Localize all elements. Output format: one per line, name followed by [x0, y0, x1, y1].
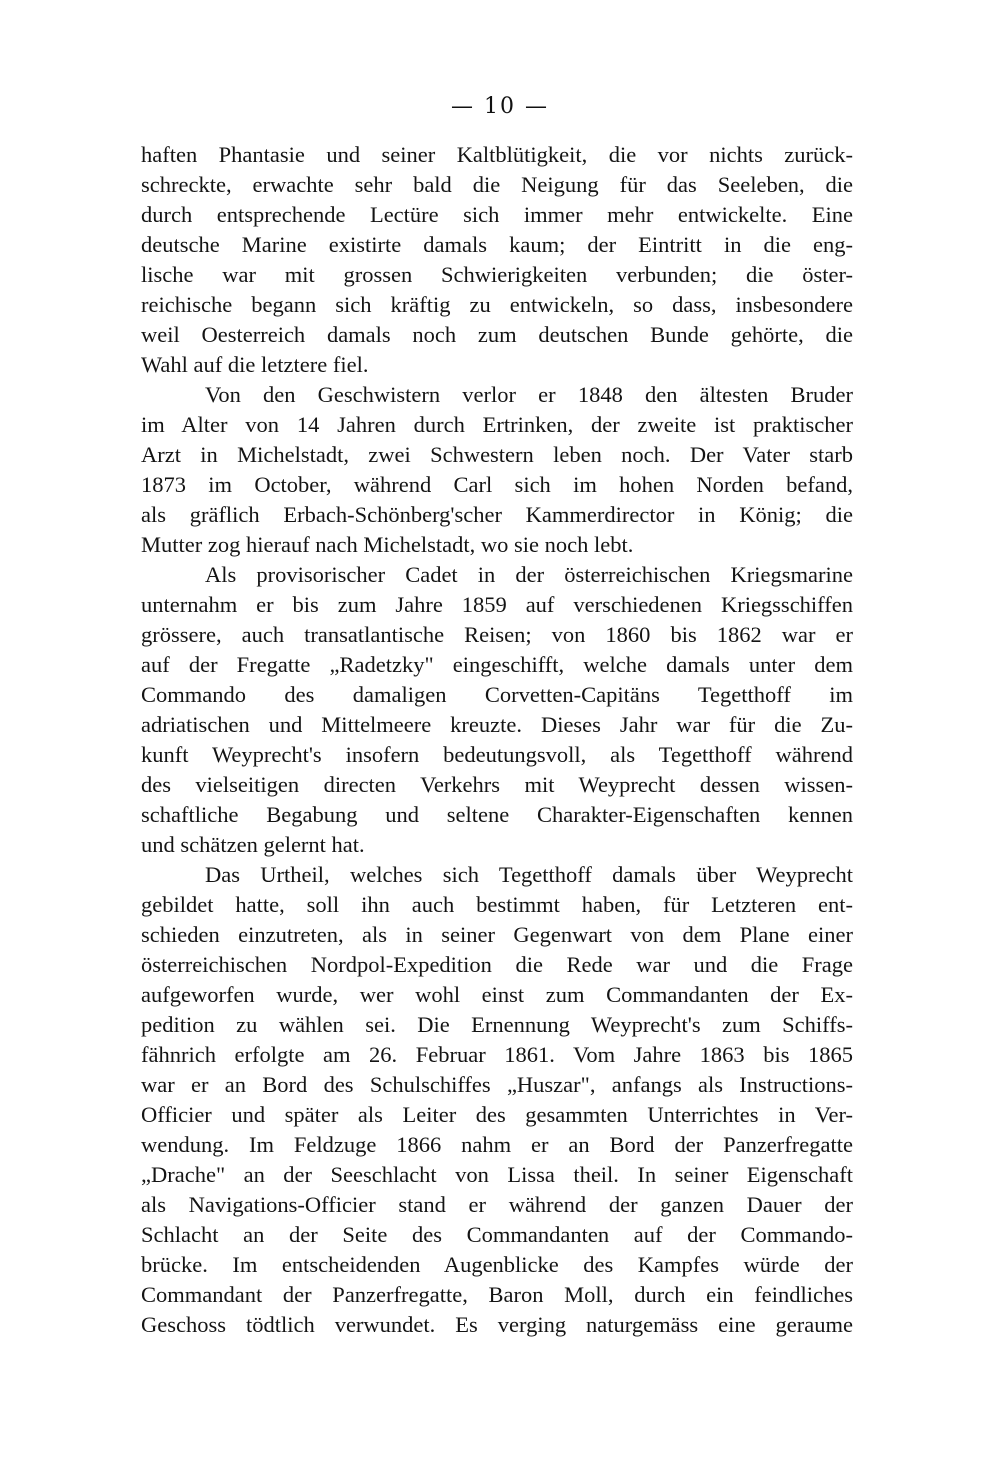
text-line: weil Oesterreich damals noch zum deutschen Bunde gehörte, die: [141, 322, 853, 347]
text-line: durch entsprechende Lectüre sich immer mehr entwickelte. Eine: [141, 202, 853, 227]
text-line: brücke. Im entscheidenden Augenblicke des Kampfes würde der: [141, 1252, 853, 1277]
text-line: Commando des damaligen Corvetten-Capitäns Tegetthoff im: [141, 682, 853, 707]
text-line: unternahm er bis zum Jahre 1859 auf verschiedenen Kriegsschiffen: [141, 592, 853, 617]
page-number: — 10 —: [451, 94, 549, 119]
text-line: kunft Weyprecht's insofern bedeutungsvoll, als Tegetthoff während: [141, 742, 853, 767]
text-line: Das Urtheil, welches sich Tegetthoff damals über Weyprecht: [205, 862, 853, 887]
text-line: deutsche Marine existirte damals kaum; der Eintritt in die eng-: [141, 232, 853, 257]
text-line: aufgeworfen wurde, wer wohl einst zum Commandanten der Ex-: [141, 982, 853, 1007]
text-line: 1873 im October, während Carl sich im hohen Norden befand,: [141, 472, 853, 497]
text-line: als gräflich Erbach-Schönberg'scher Kammerdirector in König; die: [141, 502, 853, 527]
text-line: schreckte, erwachte sehr bald die Neigung für das Seeleben, die: [141, 172, 853, 197]
text-line: Arzt in Michelstadt, zwei Schwestern leben noch. Der Vater starb: [141, 442, 853, 467]
text-line: lische war mit grossen Schwierigkeiten verbunden; die öster-: [141, 262, 853, 287]
text-line: „Drache" an der Seeschlacht von Lissa theil. In seiner Eigenschaft: [141, 1162, 853, 1187]
text-line: schaftliche Begabung und seltene Charakter-Eigenschaften kennen: [141, 802, 853, 827]
text-line: haften Phantasie und seiner Kaltblütigkeit, die vor nichts zurück-: [141, 142, 853, 167]
text-line: fähnrich erfolgte am 26. Februar 1861. Vom Jahre 1863 bis 1865: [141, 1042, 853, 1067]
text-line: schieden einzutreten, als in seiner Gegenwart von dem Plane einer: [141, 922, 853, 947]
text-line: Commandant der Panzerfregatte, Baron Moll, durch ein feindliches: [141, 1282, 853, 1307]
text-line: pedition zu wählen sei. Die Ernennung Weyprecht's zum Schiffs-: [141, 1012, 853, 1037]
text-line: grössere, auch transatlantische Reisen; von 1860 bis 1862 war er: [141, 622, 853, 647]
text-line: Mutter zog hierauf nach Michelstadt, wo sie noch lebt.: [141, 532, 634, 557]
text-line: als Navigations-Officier stand er während der ganzen Dauer der: [141, 1192, 853, 1217]
text-line: des vielseitigen directen Verkehrs mit Weyprecht dessen wissen-: [141, 772, 853, 797]
body-text: [141, 140, 853, 1340]
text-line: und schätzen gelernt hat.: [141, 832, 365, 857]
text-line: reichische begann sich kräftig zu entwickeln, so dass, insbesondere: [141, 292, 853, 317]
text-line: im Alter von 14 Jahren durch Ertrinken, der zweite ist praktischer: [141, 412, 853, 437]
text-line: Schlacht an der Seite des Commandanten auf der Commando-: [141, 1222, 853, 1247]
text-line: Von den Geschwistern verlor er 1848 den ältesten Bruder: [205, 382, 853, 407]
text-line: adriatischen und Mittelmeere kreuzte. Dieses Jahr war für die Zu-: [141, 712, 853, 737]
text-line: wendung. Im Feldzuge 1866 nahm er an Bord der Panzerfregatte: [141, 1132, 853, 1157]
text-line: österreichischen Nordpol-Expedition die Rede war und die Frage: [141, 952, 853, 977]
text-line: Officier und später als Leiter des gesammten Unterrichtes in Ver-: [141, 1102, 853, 1127]
text-line: Wahl auf die letztere fiel.: [141, 352, 369, 377]
text-line: auf der Fregatte „Radetzky" eingeschifft, welche damals unter dem: [141, 652, 853, 677]
text-line: war er an Bord des Schulschiffes „Huszar", anfangs als Instructions-: [141, 1072, 853, 1097]
text-line: Geschoss tödtlich verwundet. Es verging naturgemäss eine geraume: [141, 1312, 853, 1337]
text-line: Als provisorischer Cadet in der österreichischen Kriegsmarine: [205, 562, 853, 587]
text-line: gebildet hatte, soll ihn auch bestimmt haben, für Letzteren ent-: [141, 892, 853, 917]
